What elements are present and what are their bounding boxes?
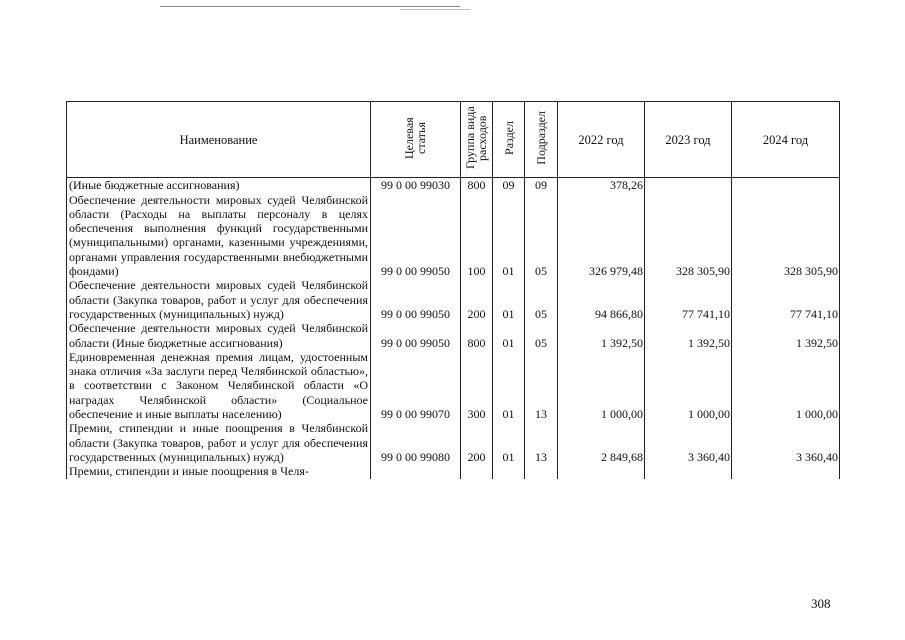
row-target-article: 99 0 00 99070 xyxy=(371,350,461,421)
row-subsection: 05 xyxy=(525,321,558,350)
row-value-2023 xyxy=(645,464,732,478)
table-row xyxy=(67,278,840,321)
header-expense-group: Группа вида расходов xyxy=(461,102,493,178)
row-target-article: 99 0 00 99050 xyxy=(371,278,461,321)
row-value-2022: 2 849,68 xyxy=(558,421,645,464)
row-section: 01 xyxy=(493,350,525,421)
row-subsection xyxy=(525,464,558,478)
row-target-article: 99 0 00 99030 xyxy=(371,178,461,193)
row-name: Обеспечение деятельности мировых судей Челябинской области (Иные бюджетные ассигнования) xyxy=(67,321,371,350)
top-rule-secondary xyxy=(400,9,470,10)
row-expense-group: 800 xyxy=(461,321,493,350)
row-expense-group xyxy=(461,464,493,478)
header-target-article: Целевая статья xyxy=(371,102,461,178)
row-subsection: 13 xyxy=(525,421,558,464)
row-expense-group: 200 xyxy=(461,421,493,464)
page-number: 308 xyxy=(811,596,831,611)
row-value-2023: 328 305,90 xyxy=(645,193,732,279)
row-value-2023 xyxy=(645,178,732,193)
row-subsection: 09 xyxy=(525,178,558,193)
row-expense-group: 100 xyxy=(461,193,493,279)
row-value-2022: 326 979,48 xyxy=(558,193,645,279)
row-target-article: 99 0 00 99050 xyxy=(371,193,461,279)
row-value-2024: 1 392,50 xyxy=(732,321,840,350)
row-name: Премии, стипендии и иные поощрения в Челябинской области (Закупка товаров, работ и услуг для обеспечения государственных (муниципальных) нужд) xyxy=(67,421,371,464)
header-subsection: Подраздел xyxy=(525,102,558,178)
row-target-article xyxy=(371,464,461,478)
row-name: Обеспечение деятельности мировых судей Челябинской области (Закупка товаров, работ и услуг для обеспечения государственных (муниципальных) нужд) xyxy=(67,278,371,321)
row-value-2024: 77 741,10 xyxy=(732,278,840,321)
row-value-2023: 1 392,50 xyxy=(645,321,732,350)
header-name: Наименование xyxy=(67,102,371,178)
row-section: 01 xyxy=(493,421,525,464)
table-row xyxy=(67,178,840,193)
row-name: Единовременная денежная премия лицам, удостоенным знака отличия «За заслуги перед Челябинской областью», в соответствии с Законом Челябинской области «О наградах Челябинской области» (Социальное обеспечение и иные выплаты населению) xyxy=(67,350,371,421)
budget-table xyxy=(66,101,840,479)
row-value-2024: 3 360,40 xyxy=(732,421,840,464)
row-section xyxy=(493,464,525,478)
row-section: 09 xyxy=(493,178,525,193)
row-section: 01 xyxy=(493,193,525,279)
table-row xyxy=(67,421,840,464)
row-value-2023: 1 000,00 xyxy=(645,350,732,421)
row-target-article: 99 0 00 99050 xyxy=(371,321,461,350)
row-value-2024: 1 000,00 xyxy=(732,350,840,421)
row-section: 01 xyxy=(493,321,525,350)
row-value-2022: 1 392,50 xyxy=(558,321,645,350)
row-expense-group: 800 xyxy=(461,178,493,193)
row-expense-group: 200 xyxy=(461,278,493,321)
row-subsection: 05 xyxy=(525,278,558,321)
row-value-2022: 94 866,80 xyxy=(558,278,645,321)
row-section: 01 xyxy=(493,278,525,321)
row-name: Обеспечение деятельности мировых судей Челябинской области (Расходы на выплаты персоналу в целях обеспечения выполнения функций государственными (муниципальными) органами, казенными учреждениями, органами управления государственными внебюджетными фондами) xyxy=(67,193,371,279)
row-value-2024: 328 305,90 xyxy=(732,193,840,279)
row-value-2023: 77 741,10 xyxy=(645,278,732,321)
row-value-2024 xyxy=(732,178,840,193)
row-value-2024 xyxy=(732,464,840,478)
header-year-2024: 2024 год xyxy=(732,102,840,178)
header-section: Раздел xyxy=(493,102,525,178)
header-year-2023: 2023 год xyxy=(645,102,732,178)
row-subsection: 13 xyxy=(525,350,558,421)
row-expense-group: 300 xyxy=(461,350,493,421)
table-row xyxy=(67,321,840,350)
top-rule xyxy=(160,6,460,7)
row-subsection: 05 xyxy=(525,193,558,279)
row-name: Премии, стипендии и иные поощрения в Челя- xyxy=(67,464,371,478)
row-value-2022 xyxy=(558,464,645,478)
table-row xyxy=(67,193,840,279)
row-value-2023: 3 360,40 xyxy=(645,421,732,464)
row-target-article: 99 0 00 99080 xyxy=(371,421,461,464)
table-row xyxy=(67,350,840,421)
row-value-2022: 378,26 xyxy=(558,178,645,193)
row-name: (Иные бюджетные ассигнования) xyxy=(67,178,371,193)
table-header-row xyxy=(67,102,840,178)
row-value-2022: 1 000,00 xyxy=(558,350,645,421)
header-year-2022: 2022 год xyxy=(558,102,645,178)
table-row xyxy=(67,464,840,478)
